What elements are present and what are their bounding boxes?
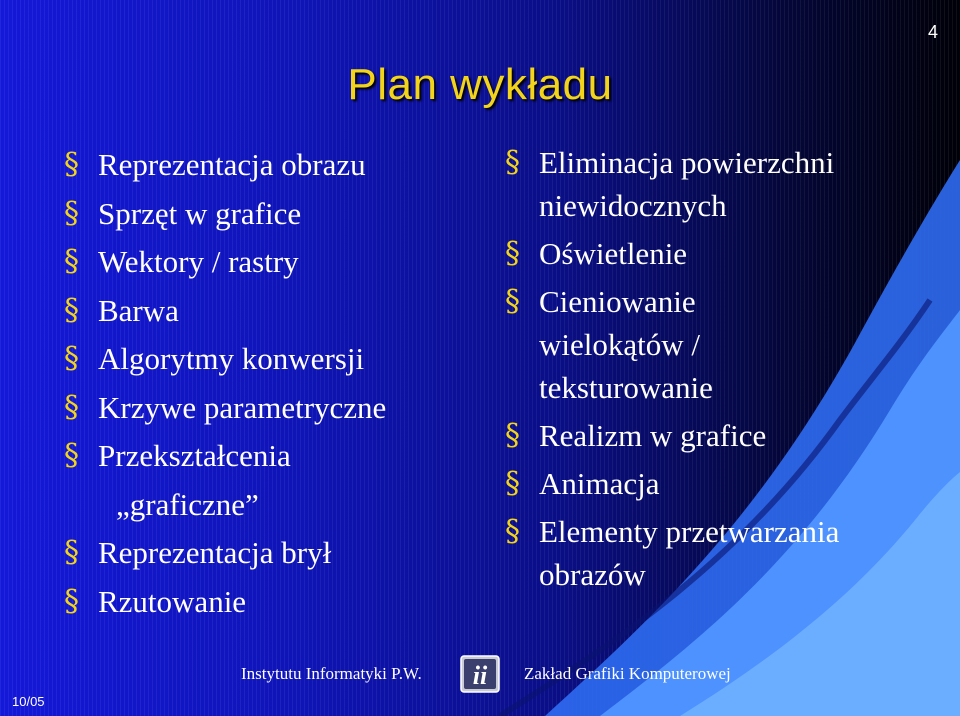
list-item: § Krzywe parametryczne xyxy=(64,384,464,433)
list-item: § Elementy przetwarzania obrazów xyxy=(505,510,925,596)
list-item: § Eliminacja powierzchni niewidocznych xyxy=(505,141,925,227)
bullet-icon: § xyxy=(505,466,520,501)
footer-institute: Instytutu Informatyki P.W. xyxy=(241,664,422,683)
footer-department: Zakład Grafiki Komputerowej xyxy=(524,664,731,683)
bullet-icon: § xyxy=(64,147,79,182)
bullet-icon: § xyxy=(64,195,79,231)
bullet-icon: § xyxy=(64,341,79,376)
list-item: § Przekształcenia „graficzne” xyxy=(64,432,464,529)
list-item-continuation: „graficzne” xyxy=(116,486,259,522)
bullet-icon: § xyxy=(64,292,79,328)
list-item: § Oświetlenie xyxy=(505,232,925,275)
list-item: § Cieniowanie wielokątów / teksturowanie xyxy=(505,280,925,409)
list-item: § Realizm w grafice xyxy=(505,414,925,457)
list-item: § Wektory / rastry xyxy=(64,238,464,287)
bullet-icon: § xyxy=(64,244,79,279)
svg-text:ii: ii xyxy=(472,661,488,690)
list-item: § Reprezentacja brył xyxy=(64,529,464,578)
right-bullet-list xyxy=(505,141,925,601)
list-item: § Rzutowanie xyxy=(64,578,464,627)
institute-logo-icon xyxy=(460,655,500,693)
list-item: § Reprezentacja obrazu xyxy=(64,141,464,190)
bullet-icon: § xyxy=(505,514,520,549)
bullet-icon: § xyxy=(505,145,520,180)
bullet-icon: § xyxy=(505,418,520,453)
bullet-icon: § xyxy=(64,583,79,619)
bullet-icon: § xyxy=(64,438,79,473)
slide-title: Plan wykładu xyxy=(347,60,613,109)
bullet-icon: § xyxy=(505,284,520,319)
list-item: § Barwa xyxy=(64,287,464,336)
left-bullet-list xyxy=(64,141,464,626)
bullet-icon: § xyxy=(64,535,79,570)
list-item: § Sprzęt w grafice xyxy=(64,190,464,239)
slide-date: 10/05 xyxy=(12,694,45,709)
list-item: § Animacja xyxy=(505,462,925,505)
bullet-icon: § xyxy=(64,389,79,425)
page-number: 4 xyxy=(927,22,938,42)
list-item: § Algorytmy konwersji xyxy=(64,335,464,384)
bullet-icon: § xyxy=(505,236,520,271)
